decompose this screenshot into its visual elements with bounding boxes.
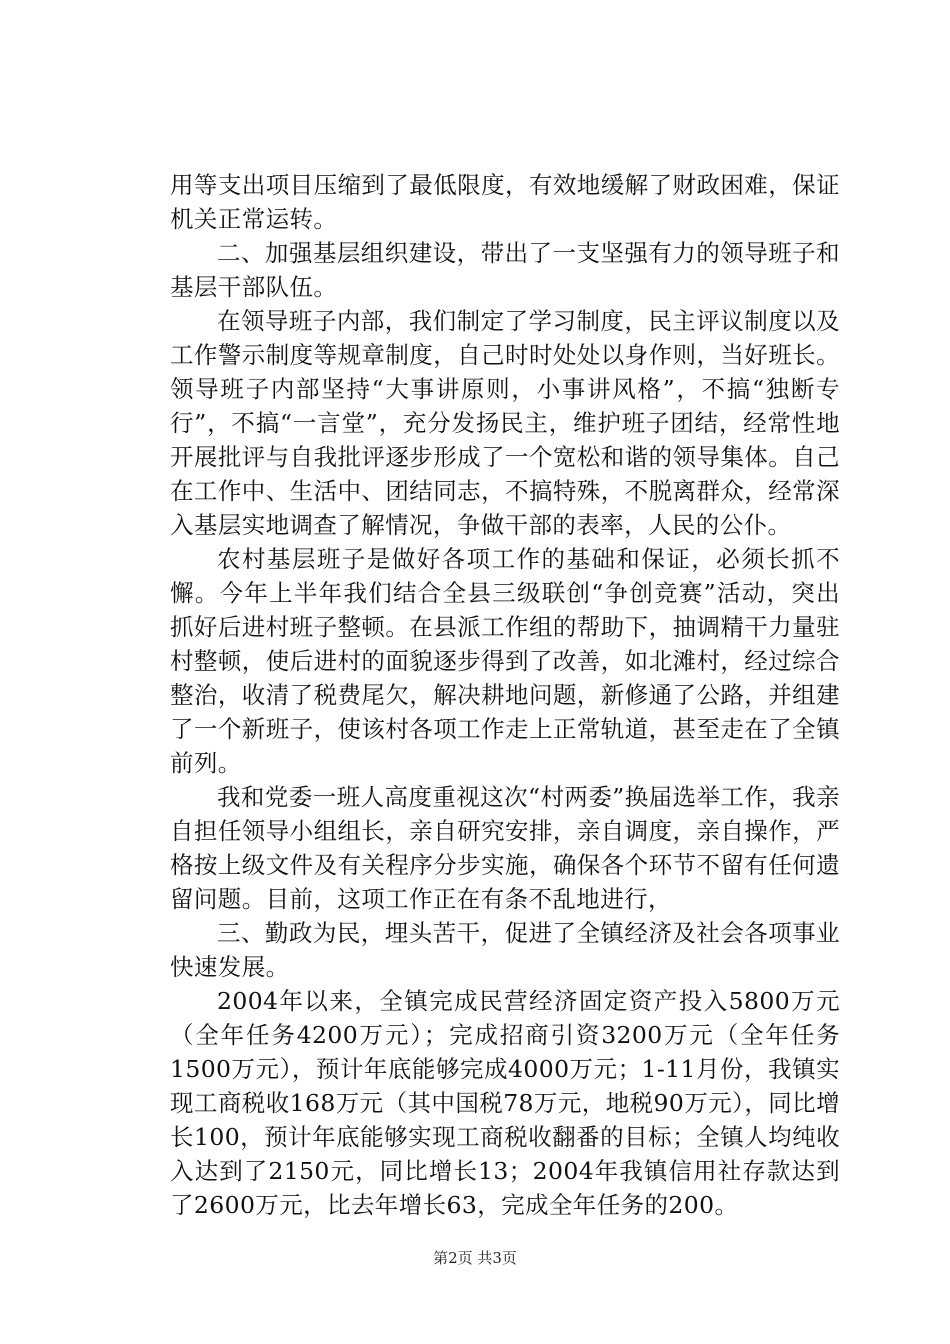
section-heading-3: 三、勤政为民，埋头苦干，促进了全镇经济及社会各项事业快速发展。 — [170, 919, 840, 981]
paragraph-leadership: 在领导班子内部，我们制定了学习制度，民主评议制度以及工作警示制度等规章制度，自己时时处处以身作则，当好班长。领导班子内部坚持“大事讲原则，小事讲风格”，不搞“独断专行”，不搞“一言堂”，充分发扬民主，维护班子团结，经常性地开展批评与自我批评逐步形成了一个宽松和谐的领导集体。自己在工作中、生活中、团结同志，不搞特殊，不脱离群众，经常深入基层实地调查了解情况，争做干部的表率，人民的公仆。 — [170, 307, 840, 539]
body-text — [170, 168, 840, 1222]
paragraph-rural-teams: 农村基层班子是做好各项工作的基础和保证，必须长抓不懈。今年上半年我们结合全县三级联创“争创竞赛”活动，突出抓好后进村班子整顿。在县派工作组的帮助下，抽调精干力量驻村整顿，使后进村的面貌逐步得到了改善，如北滩村，经过综合整治，收清了税费尾欠，解决耕地问题，新修通了公路，并组建了一个新班子，使该村各项工作走上正常轨道，甚至走在了全镇前列。 — [170, 545, 840, 777]
page-number-footer: 第2页 共3页 — [433, 1249, 517, 1267]
paragraph-election: 我和党委一班人高度重视这次“村两委”换届选举工作，我亲自担任领导小组组长，亲自研究安排，亲自调度，亲自操作，严格按上级文件及有关程序分步实施，确保各个环节不留有任何遗留问题。目前，这项工作正在有条不乱地进行， — [170, 783, 840, 913]
paragraph-economy: 2004年以来，全镇完成民营经济固定资产投入5800万元（全年任务4200万元）；完成招商引资3200万元（全年任务1500万元），预计年底能够完成4000万元；1-11月份，我镇实现工商税收168万元（其中国税78万元，地税90万元），同比增长100，预计年底能够实现工商税收翻番的目标；全镇人均纯收入达到了2150元，同比增长13；2004年我镇信用社存款达到了2600万元，比去年增长63，完成全年任务的200。 — [170, 987, 840, 1219]
section-heading-2: 二、加强基层组织建设，带出了一支坚强有力的领导班子和基层干部队伍。 — [170, 239, 840, 301]
paragraph-continuation: 用等支出项目压缩到了最低限度，有效地缓解了财政困难，保证机关正常运转。 — [170, 171, 840, 233]
